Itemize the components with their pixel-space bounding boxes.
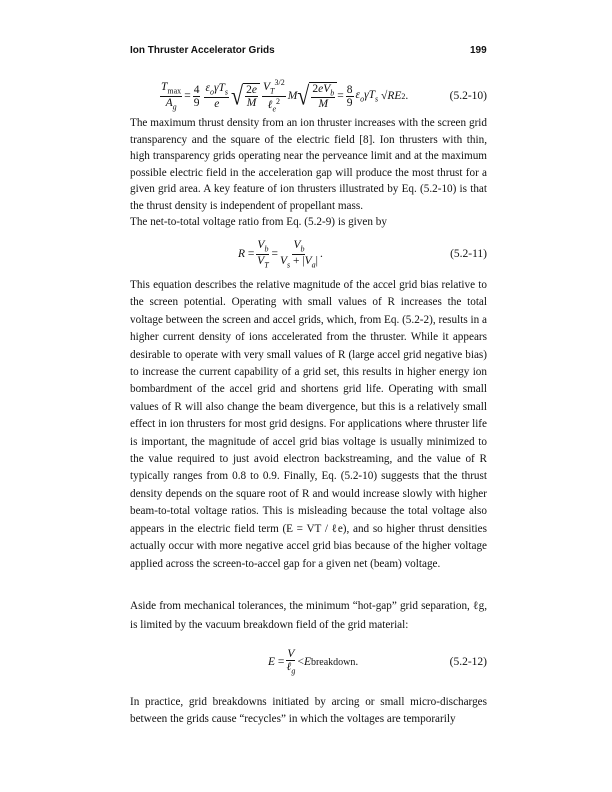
running-header-title: Ion Thruster Accelerator Grids [130,45,275,56]
paragraph: Aside from mechanical tolerances, the minimum “hot-gap” grid separation, ℓg, is limited by the vacuum breakdown field of the grid material: [130,600,487,631]
paragraph: The maximum thrust density from an ion thruster increases with the screen grid transparency and the square of the electric field [8]. Ion thrusters with thin, high transparency grids operating near the perveance limit and at the maximum possible electric field in the acceleration gap will produce the most thrust for a given grid area. A key feature of ion thrusters illustrated by Eq. (5.2-10) is that the thrust density is independent of propellant mass. [130,117,487,212]
paragraph: This equation describes the relative magnitude of the accel grid bias relative to the screen potential. Operating with small values of R increases the total voltage between the screen and accel grids, which, from Eq. (5.2-2), results in a higher current density of ions accelerated from the thruster. While it appears desirable to operate with very small values of R (large accel grid negative bias) to increase the current capability of a grid set, this results in higher energy ion bombardment of the accel grid and shortens grid life. Operating with small values of R will also change the beam divergence, but this is a relatively small effect in ion thrusters for most grid designs. For applications where thruster life is important, the magnitude of accel grid bias voltage is usually minimized to the value required to just avoid electron backstreaming, and the value of R typically ranges from 0.8 to 0.9. Finally, Eq. (5.2-10) suggests that the thrust density depends on the square root of R and would increase slowly with higher beam-to-total voltage ratios. This is misleading because the total voltage also appears in the electric field term (E = VT / ℓe), and so higher thrust densities actually occur with more negative accel grid bias because of the higher voltage applied across the screen-to-accel gap for a given net (beam) voltage. [130,279,487,570]
equation-5-2-10: $\frac{T_{max}}{A_g}$ = $\frac{4}{9}$ $\frac{\varepsilon_o\gamma T_s}{e}$ √ $\frac{2e}{M}$ $\frac{V_T^{3/2}}{\ell_e^2}$ M √ $\frac{2eV_b}{M}$ = $\frac{8}{9}$ $\varepsilon_o\gamma T_s$ √ RE 2 . (5.2-10) [161,78,487,114]
paragraph: In practice, grid breakdowns initiated by arcing or small micro-discharges between the grids cause “recycles” in which the voltages are temporarily [130,696,487,725]
equation-5-2-12: E = $\frac{V}{\ell_g}$ < E breakdown . (5.2-12) [268,648,487,676]
equation-5-2-11: R = $\frac{V_b}{V_T}$ = $\frac{V_b}{V_s + |V_a|}$ . (5.2-11) [238,239,487,269]
paragraph: The net-to-total voltage ratio from Eq. (5.2-9) is given by [130,216,387,228]
equation-number: (5.2-12) [449,656,487,668]
equation-number: (5.2-10) [449,90,487,102]
equation-number: (5.2-11) [450,248,487,260]
page-number: 199 [470,45,487,56]
